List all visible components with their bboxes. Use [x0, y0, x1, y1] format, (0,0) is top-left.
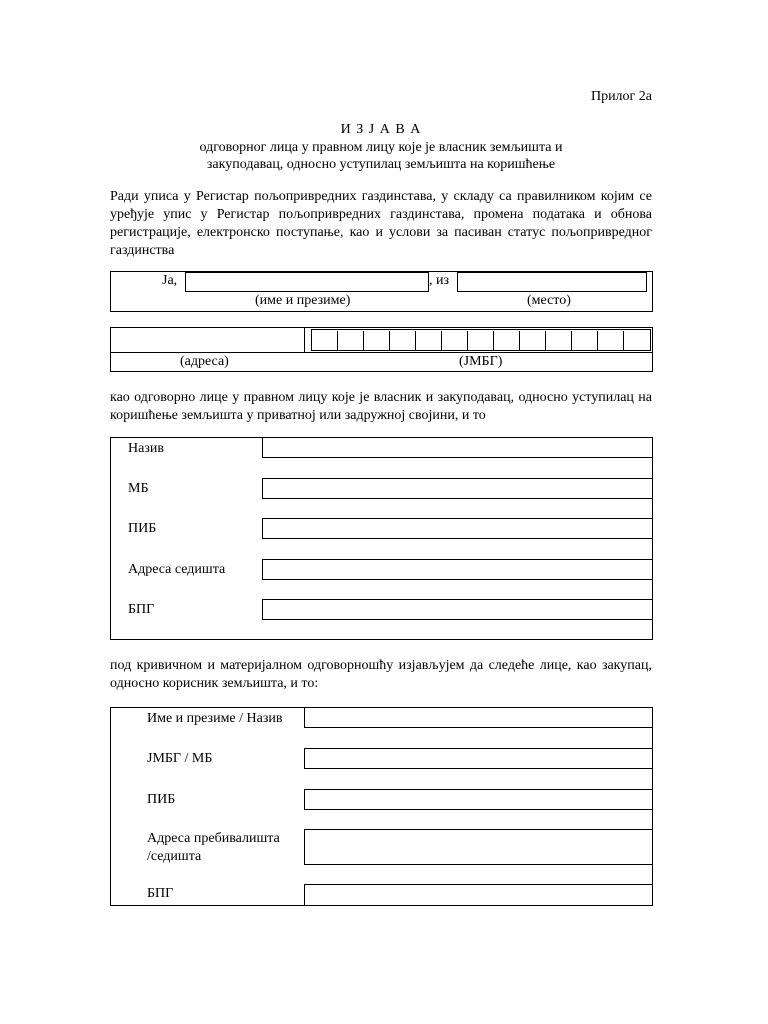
owner-mb-input[interactable]: [262, 478, 653, 499]
owner-label-mb: МБ: [128, 481, 149, 496]
address-caption: (адреса): [180, 354, 229, 369]
address-jmbg-divider: [110, 352, 653, 353]
jmbg-digit-cell[interactable]: [338, 331, 364, 351]
iz-label: , из: [429, 273, 450, 288]
tenant-label-pib: ПИБ: [147, 792, 176, 807]
name-caption: (име и презиме): [255, 293, 351, 308]
tenant-address-input[interactable]: [304, 829, 653, 865]
annex-number: Прилог 2а: [590, 89, 652, 104]
jmbg-digit-cell[interactable]: [416, 331, 442, 351]
tenant-label-name: Име и презиме / Назив: [147, 711, 283, 726]
place-caption: (место): [527, 293, 571, 308]
document-subtitle-line-2: закуподавац, односно уступилац земљишта на коришћење: [206, 157, 556, 172]
owner-label-bpg: БПГ: [128, 602, 155, 617]
jmbg-digit-cell[interactable]: [546, 331, 572, 351]
tenant-pib-input[interactable]: [304, 789, 653, 810]
jmbg-digit-cell[interactable]: [312, 331, 338, 351]
place-input[interactable]: [457, 272, 647, 292]
jmbg-digit-cell[interactable]: [598, 331, 624, 351]
owner-label-name: Назив: [128, 441, 164, 456]
owner-bpg-input[interactable]: [262, 599, 653, 620]
tenant-name-input[interactable]: [304, 707, 653, 728]
intro-paragraph: Ради уписа у Регистар пољопривредних газдинстава, у складу са правилником којим се уређује упис у Регистар пољопривредних газдинстава, промена података и обнова регистрације, електронско поступање, као и услови за пасиван статус пољопривредног газдинства: [110, 189, 652, 258]
jmbg-digit-cell[interactable]: [494, 331, 520, 351]
owner-label-address: Адреса седишта: [128, 562, 226, 577]
jmbg-digit-cell[interactable]: [520, 331, 546, 351]
tenant-jmbg-mb-input[interactable]: [304, 748, 653, 769]
jmbg-digit-cell[interactable]: [390, 331, 416, 351]
jmbg-input[interactable]: [311, 329, 651, 351]
tenant-label-address: Адреса пребивалишта: [147, 831, 280, 846]
address-input[interactable]: [110, 327, 305, 353]
jmbg-caption: (ЈМБГ): [459, 354, 503, 369]
ja-label: Ја,: [162, 273, 178, 288]
jmbg-digit-cell[interactable]: [572, 331, 598, 351]
liability-paragraph: под кривичном и материјалном одговорношћу изјављујем да следеће лице, као закупац, односно корисник земљишта, и то:: [110, 658, 652, 691]
tenant-label-address-line2: /седишта: [147, 849, 202, 864]
tenant-label-jmbg-mb: ЈМБГ / МБ: [147, 751, 213, 766]
name-input[interactable]: [185, 272, 429, 292]
document-title: И З Ј А В А: [340, 122, 422, 137]
owner-intro-paragraph: као одговорно лице у правном лицу које је власник и закуподавац, односно уступилац на коришћење земљишта у приватној или задружној својини, и то: [110, 390, 652, 423]
owner-name-input[interactable]: [262, 437, 653, 458]
jmbg-digit-cell[interactable]: [468, 331, 494, 351]
document-subtitle-line-1: одговорног лица у правном лицу које је власник земљишта и: [199, 140, 563, 155]
owner-label-pib: ПИБ: [128, 521, 157, 536]
tenant-bpg-input[interactable]: [304, 884, 653, 906]
tenant-label-bpg: БПГ: [147, 886, 174, 901]
owner-pib-input[interactable]: [262, 518, 653, 539]
owner-address-input[interactable]: [262, 559, 653, 580]
jmbg-digit-cell[interactable]: [442, 331, 468, 351]
jmbg-digit-cell[interactable]: [364, 331, 390, 351]
